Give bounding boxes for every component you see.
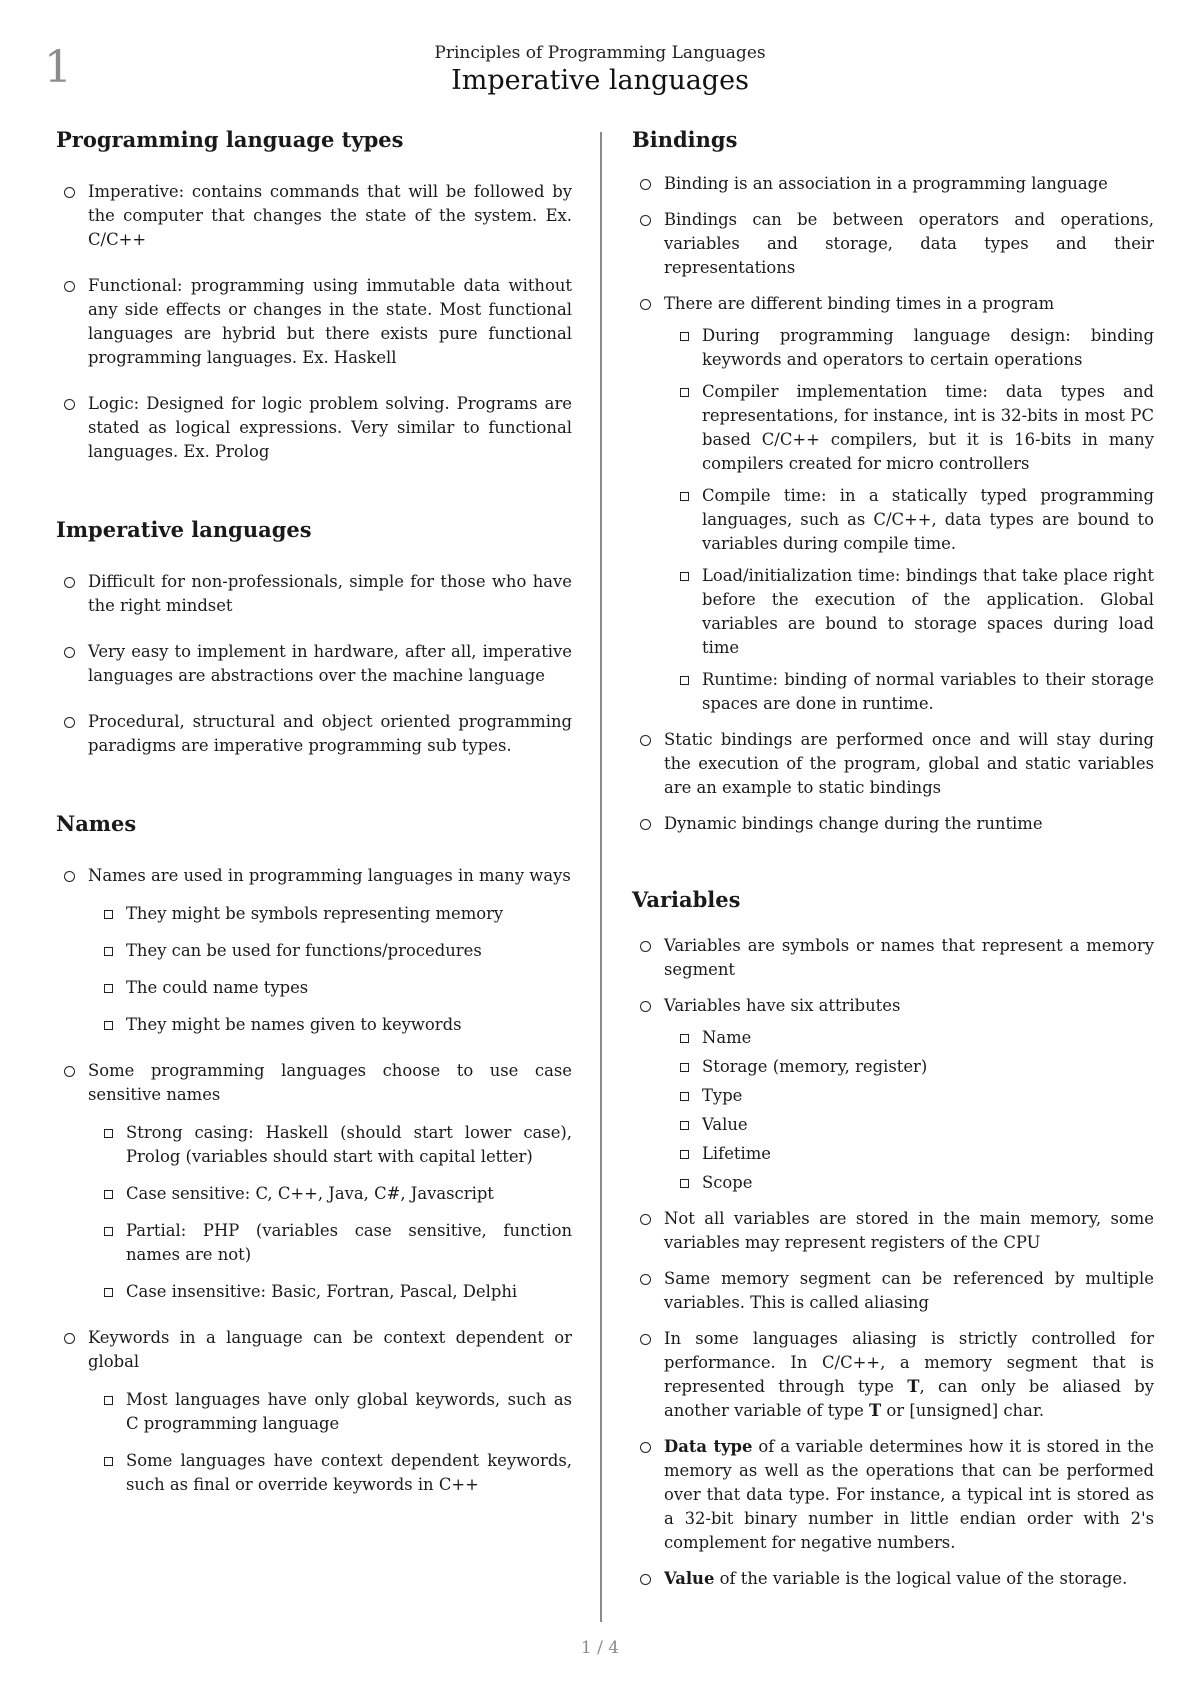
list-item-text: Some programming languages choose to use case sensitive names (88, 1061, 572, 1104)
sub-list-item: Lifetime (678, 1142, 1154, 1166)
sub-list (664, 1026, 1154, 1195)
page-indicator: 1 / 4 (580, 1638, 620, 1658)
bullet-list (632, 934, 1154, 1591)
section-heading: Bindings (632, 127, 738, 152)
sub-list-item: Runtime: binding of normal variables to their storage spaces are done in runtime. (678, 668, 1154, 716)
list-item: Logic: Designed for logic problem solving. Programs are stated as logical expressions. Very similar to functional languages. Ex. Prolog (56, 392, 572, 464)
sub-list-item: They can be used for functions/procedures (102, 939, 572, 963)
sub-list-item: Compiler implementation time: data types and representations, for instance, int is 32-bits in most PC based C/C++ compilers, but it is 16-bits in many compilers created for micro controllers (678, 380, 1154, 476)
list-item-text: There are different binding times in a program (664, 294, 1055, 313)
section-heading: Imperative languages (56, 517, 312, 542)
sub-list-item: Some languages have context dependent keywords, such as final or override keywords in C++ (102, 1449, 572, 1497)
list-item: Data type of a variable determines how it is stored in the memory as well as the operations that can be performed over that data type. For instance, a typical int is stored as a 32-bit binary number in little endian order with 2's complement for negative numbers. (632, 1435, 1154, 1555)
left-column (56, 126, 572, 1519)
column-divider (600, 132, 602, 1622)
course-title: Principles of Programming Languages (434, 43, 766, 63)
page-badge: 1 (44, 42, 72, 93)
list-item: Static bindings are performed once and will stay during the execution of the program, global and static variables are an example to static bindings (632, 728, 1154, 800)
sub-list-item: Compile time: in a statically typed programming languages, such as C/C++, data types are bound to variables during compile time. (678, 484, 1154, 556)
list-item (56, 1059, 572, 1304)
section-imperative-languages (56, 516, 572, 758)
sub-list-item: Case insensitive: Basic, Fortran, Pascal, Delphi (102, 1280, 572, 1304)
list-item: In some languages aliasing is strictly controlled for performance. In C/C++, a memory segment that is represented through type T, can only be aliased by another variable of type T or [unsigned] char. (632, 1327, 1154, 1423)
list-item: Procedural, structural and object oriented programming paradigms are imperative programming sub types. (56, 710, 572, 758)
list-item-text: Names are used in programming languages in many ways (88, 866, 571, 885)
section-heading: Programming language types (56, 127, 404, 152)
list-item-text: Variables have six attributes (664, 996, 901, 1015)
section-programming-language-types (56, 126, 572, 464)
sub-list-item: Value (678, 1113, 1154, 1137)
section-heading: Names (56, 811, 137, 836)
section-variables (632, 886, 1154, 1591)
document-title: Imperative languages (451, 65, 749, 96)
bullet-list (56, 570, 572, 758)
list-item (56, 864, 572, 1037)
sub-list-item: They might be symbols representing memory (102, 902, 572, 926)
list-item (632, 994, 1154, 1195)
list-item (56, 1326, 572, 1497)
list-item: Difficult for non-professionals, simple for those who have the right mindset (56, 570, 572, 618)
sub-list-item: They might be names given to keywords (102, 1013, 572, 1037)
list-item: Variables are symbols or names that represent a memory segment (632, 934, 1154, 982)
sub-list-item: Partial: PHP (variables case sensitive, function names are not) (102, 1219, 572, 1267)
section-heading: Variables (632, 887, 741, 912)
sub-list (88, 902, 572, 1037)
term-value: Value (664, 1569, 715, 1588)
sub-list (88, 1121, 572, 1304)
sub-list-item: Storage (memory, register) (678, 1055, 1154, 1079)
list-item: Bindings can be between operators and operations, variables and storage, data types and their representations (632, 208, 1154, 280)
bullet-list (56, 864, 572, 1497)
list-item: Not all variables are stored in the main memory, some variables may represent registers of the CPU (632, 1207, 1154, 1255)
list-item (632, 292, 1154, 716)
list-item: Very easy to implement in hardware, after all, imperative languages are abstractions over the machine language (56, 640, 572, 688)
section-names (56, 810, 572, 1497)
list-item: Dynamic bindings change during the runtime (632, 812, 1154, 836)
sub-list-item: Load/initialization time: bindings that take place right before the execution of the application. Global variables are bound to storage spaces during load time (678, 564, 1154, 660)
sub-list-item: Name (678, 1026, 1154, 1050)
sub-list-item: Scope (678, 1171, 1154, 1195)
sub-list (664, 324, 1154, 716)
list-item: Same memory segment can be referenced by multiple variables. This is called aliasing (632, 1267, 1154, 1315)
bullet-list (632, 172, 1154, 836)
list-item: Value of the variable is the logical value of the storage. (632, 1567, 1154, 1591)
section-bindings (632, 126, 1154, 836)
sub-list-item: During programming language design: binding keywords and operators to certain operations (678, 324, 1154, 372)
sub-list-item: Type (678, 1084, 1154, 1108)
list-item: Binding is an association in a programming language (632, 172, 1154, 196)
right-column (632, 126, 1154, 1603)
page-header (0, 42, 1200, 98)
bullet-list (56, 180, 572, 464)
sub-list-item: The could name types (102, 976, 572, 1000)
list-item: Functional: programming using immutable data without any side effects or changes in the state. Most functional languages are hybrid but there exists pure functional programming languages. Ex. Haskell (56, 274, 572, 370)
sub-list-item: Strong casing: Haskell (should start lower case), Prolog (variables should start with capital letter) (102, 1121, 572, 1169)
sub-list-item: Most languages have only global keywords, such as C programming language (102, 1388, 572, 1436)
sub-list (88, 1388, 572, 1497)
list-item: Imperative: contains commands that will be followed by the computer that changes the state of the system. Ex. C/C++ (56, 180, 572, 252)
list-item-text: Keywords in a language can be context dependent or global (88, 1328, 572, 1371)
term-data-type: Data type (664, 1437, 753, 1456)
sub-list-item: Case sensitive: C, C++, Java, C#, Javascript (102, 1182, 572, 1206)
